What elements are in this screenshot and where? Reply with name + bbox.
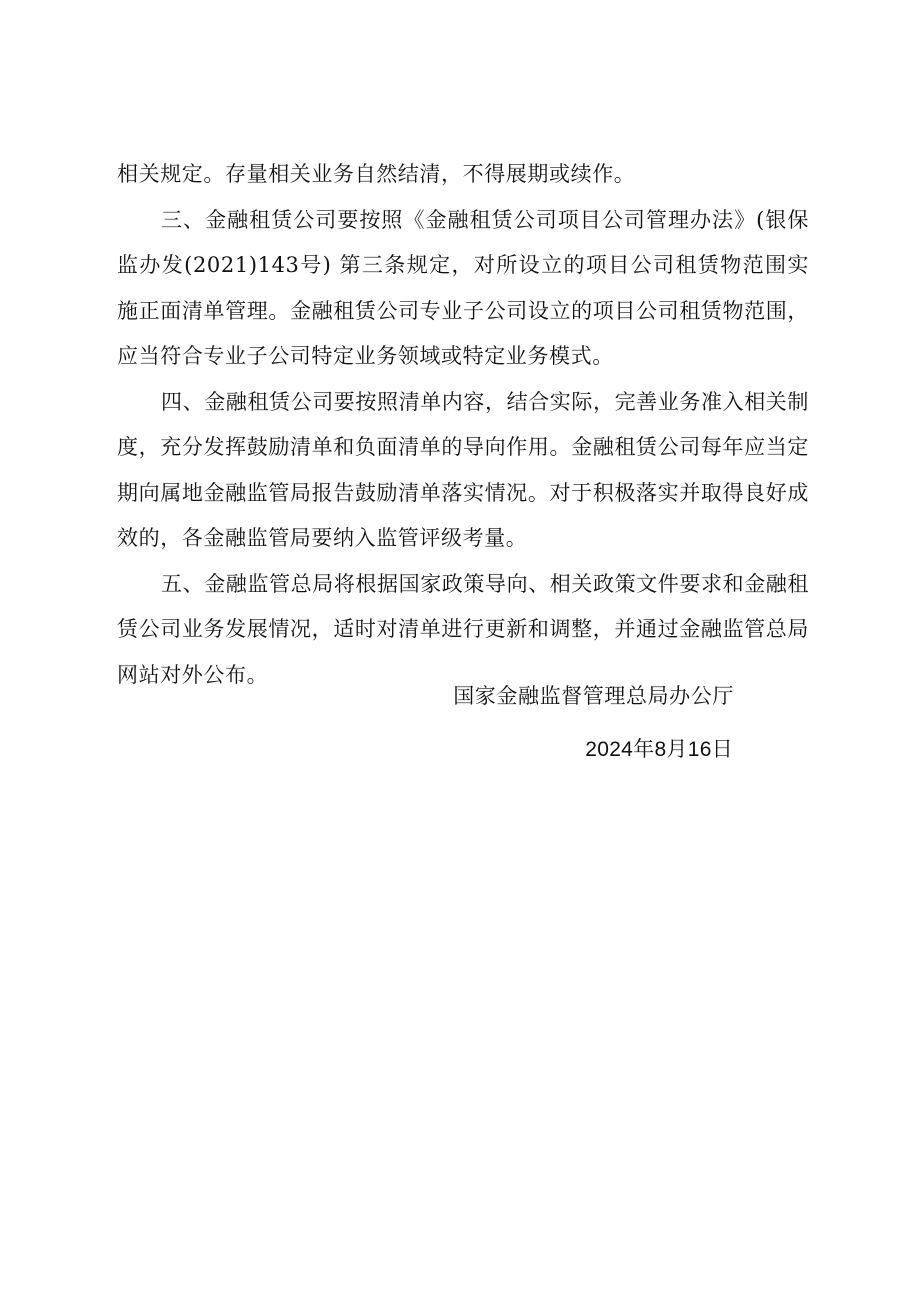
issue-date: 2024年8月16日: [585, 738, 733, 761]
document-body: [117, 152, 809, 698]
paragraph-continuation: 相关规定。存量相关业务自然结清，不得展期或续作。: [117, 162, 636, 186]
paragraph-item-4: 四、金融租赁公司要按照清单内容，结合实际，完善业务准入相关制度，充分发挥鼓励清单和负面清单的导向作用。金融租赁公司每年应当定期向属地金融监管局报告鼓励清单落实情况。对于积极落实并取得良好成效的，各金融监管局要纳入监管评级考量。: [117, 389, 809, 550]
paragraph-item-3: 三、金融租赁公司要按照《金融租赁公司项目公司管理办法》(银保监办发(2021)143号) 第三条规定，对所设立的项目公司租赁物范围实施正面清单管理。金融租赁公司专业子公司设立的项目公司租赁物范围，应当符合专业子公司特定业务领域或特定业务模式。: [117, 207, 809, 368]
paragraph-item-5: 五、金融监管总局将根据国家政策导向、相关政策文件要求和金融租赁公司业务发展情况，适时对清单进行更新和调整，并通过金融监管总局网站对外公布。: [117, 571, 809, 687]
issuer-signature: 国家金融监督管理总局办公厅: [453, 684, 734, 708]
